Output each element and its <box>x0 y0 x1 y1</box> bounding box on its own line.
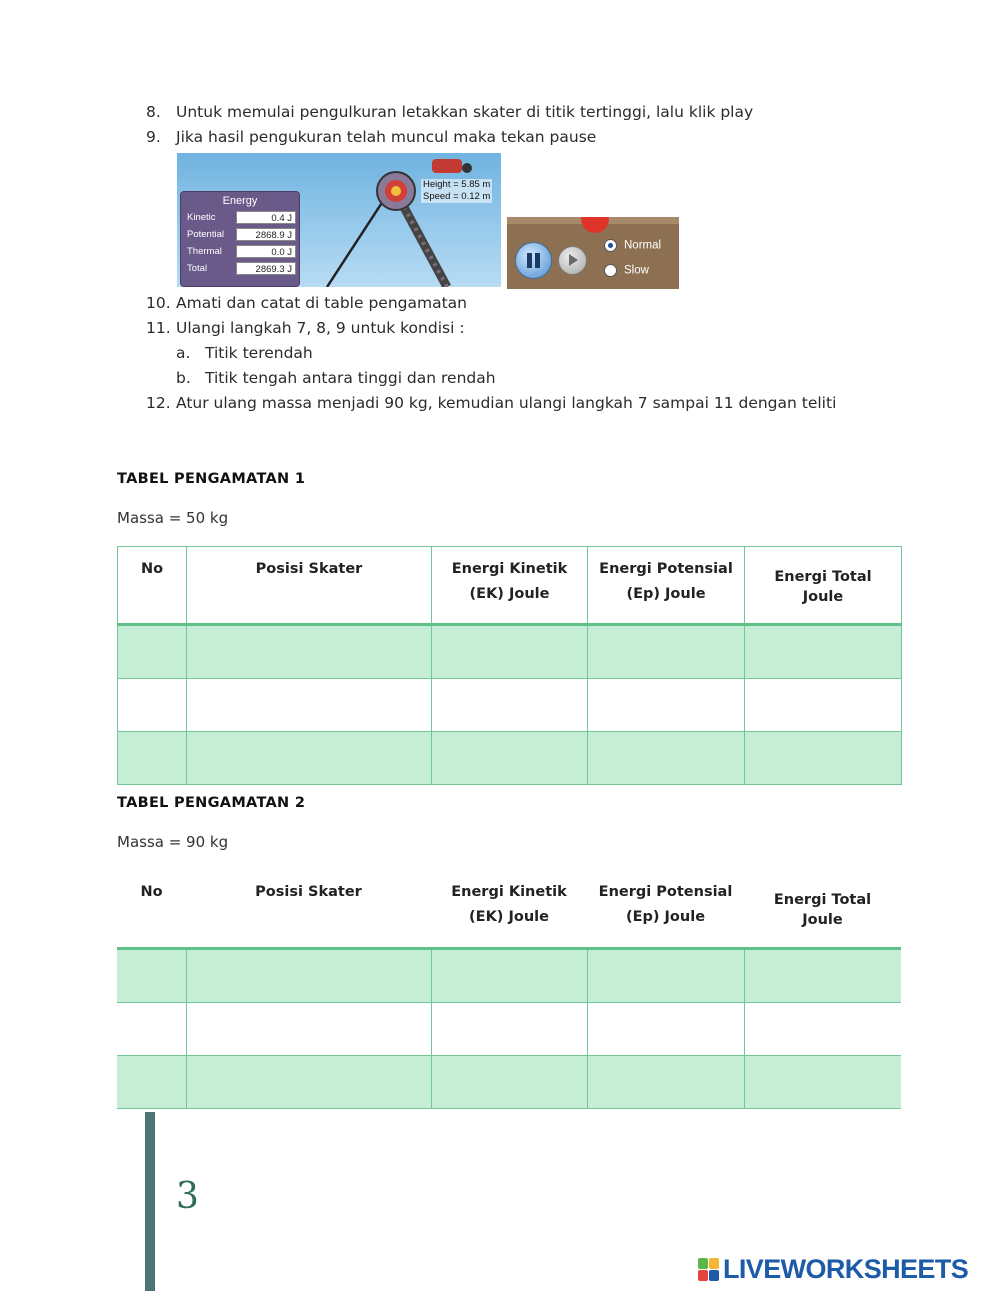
table-row <box>118 732 902 785</box>
liveworksheets-wordmark: LIVEWORKSHEETS <box>723 1254 969 1284</box>
step-number: 10. <box>146 294 171 312</box>
energy-row-kinetic <box>181 210 299 227</box>
input-ek[interactable] <box>431 948 587 1002</box>
input-total[interactable] <box>745 679 902 732</box>
header-line: Energi Potensial <box>598 884 733 900</box>
substep-letter: a. <box>176 344 191 362</box>
input-ek[interactable] <box>432 679 588 732</box>
header-posisi-skater: Posisi Skater <box>187 547 432 625</box>
input-ek[interactable] <box>431 1002 587 1055</box>
header-line: (EK) Joule <box>469 909 549 925</box>
input-no[interactable] <box>117 1055 186 1108</box>
observation-table-1 <box>117 546 902 785</box>
step-text: Atur ulang massa menjadi 90 kg, kemudian ulangi langkah 7 sampai 11 dengan teliti <box>176 394 837 412</box>
speed-option-label: Normal <box>624 239 662 252</box>
simulation-screenshot <box>177 153 501 287</box>
speed-option-slow[interactable] <box>604 264 649 277</box>
input-ek[interactable] <box>432 732 588 785</box>
input-ep[interactable] <box>588 679 745 732</box>
input-total[interactable] <box>745 732 902 785</box>
input-total[interactable] <box>745 625 902 679</box>
input-ep[interactable] <box>588 732 745 785</box>
speed-option-normal[interactable] <box>604 239 661 252</box>
table-row <box>117 1002 901 1055</box>
input-ep[interactable] <box>587 1002 744 1055</box>
table-2-massa: Massa = 90 kg <box>117 833 229 851</box>
input-ek[interactable] <box>432 625 588 679</box>
table-row <box>118 679 902 732</box>
step-number: 12. <box>146 394 171 412</box>
input-no[interactable] <box>117 948 186 1002</box>
table-row <box>117 948 901 1002</box>
energy-label: Thermal <box>187 246 222 257</box>
table-header-row <box>117 870 901 948</box>
input-total[interactable] <box>744 948 901 1002</box>
input-posisi[interactable] <box>187 625 432 679</box>
table-row <box>118 625 902 679</box>
step-text: Ulangi langkah 7, 8, 9 untuk kondisi : <box>176 319 465 337</box>
table-1-title: TABEL PENGAMATAN 1 <box>117 471 306 487</box>
energy-row-potential <box>181 227 299 244</box>
energy-value: 0.4 J <box>236 211 296 224</box>
header-line: (Ep) Joule <box>625 909 706 925</box>
energy-row-total <box>181 261 299 278</box>
page-accent-bar <box>145 1112 155 1291</box>
step-text: Untuk memulai pengulkuran letakkan skater di titik tertinggi, lalu klik play <box>176 103 754 121</box>
header-energi-kinetik <box>431 870 587 948</box>
input-no[interactable] <box>118 679 187 732</box>
header-energi-total <box>745 547 902 625</box>
step-forward-button[interactable] <box>558 246 587 275</box>
step-text: Jika hasil pengukuran telah muncul maka tekan pause <box>176 128 597 146</box>
input-posisi[interactable] <box>187 679 432 732</box>
liveworksheets-blocks-icon <box>698 1258 720 1282</box>
table-1-massa: Massa = 50 kg <box>117 509 229 527</box>
step-number: 8. <box>146 103 161 121</box>
page-number: 3 <box>176 1176 199 1217</box>
header-line: Energi Kinetik <box>451 561 568 577</box>
header-line: Joule <box>802 911 843 928</box>
input-posisi[interactable] <box>187 732 432 785</box>
table-row <box>117 1055 901 1108</box>
energy-label: Potential <box>187 229 224 240</box>
header-energi-kinetik <box>432 547 588 625</box>
step-11 <box>146 319 465 337</box>
energy-panel <box>180 191 300 287</box>
input-total[interactable] <box>744 1055 901 1108</box>
input-ep[interactable] <box>588 625 745 679</box>
step-text: Amati dan catat di table pengamatan <box>176 294 467 312</box>
radio-unselected-icon <box>604 264 617 277</box>
step-9 <box>146 128 596 146</box>
input-no[interactable] <box>118 732 187 785</box>
energy-value: 2868.9 J <box>236 228 296 241</box>
skater-marker-icon <box>581 217 609 233</box>
observation-table-2 <box>117 870 901 1109</box>
input-posisi[interactable] <box>186 948 431 1002</box>
substep-b <box>176 369 496 387</box>
input-posisi[interactable] <box>186 1002 431 1055</box>
pause-button[interactable] <box>515 242 552 279</box>
step-number: 11. <box>146 319 171 337</box>
table-2-title: TABEL PENGAMATAN 2 <box>117 795 306 811</box>
input-no[interactable] <box>118 625 187 679</box>
header-energi-potensial <box>587 870 744 948</box>
substep-a <box>176 344 313 362</box>
energy-panel-title: Energy <box>222 195 258 207</box>
table-header-row <box>118 547 902 625</box>
input-total[interactable] <box>744 1002 901 1055</box>
input-ep[interactable] <box>587 1055 744 1108</box>
energy-value: 0.0 J <box>236 245 296 258</box>
height-readout: Height = 5.85 m <box>423 179 491 190</box>
energy-label: Kinetic <box>187 212 216 223</box>
energy-row-thermal <box>181 244 299 261</box>
speed-readout: Speed = 0.12 m <box>423 191 491 202</box>
step-12 <box>146 394 836 412</box>
liveworksheets-logo[interactable] <box>698 1254 968 1286</box>
speed-option-label: Slow <box>624 264 649 277</box>
header-line: Energi Kinetik <box>451 884 567 900</box>
energy-value: 2869.3 J <box>236 262 296 275</box>
header-line: Joule <box>802 588 844 605</box>
header-posisi-skater: Posisi Skater <box>186 870 431 948</box>
header-line: (EK) Joule <box>469 586 550 602</box>
energy-label: Total <box>187 263 208 274</box>
substep-letter: b. <box>176 369 191 387</box>
substep-text: Titik tengah antara tinggi dan rendah <box>205 369 496 387</box>
substep-text: Titik terendah <box>205 344 313 362</box>
step-8 <box>146 103 753 121</box>
input-no[interactable] <box>117 1002 186 1055</box>
radio-selected-icon <box>604 239 617 252</box>
header-energi-potensial <box>588 547 745 625</box>
header-line: Energi Potensial <box>599 561 733 577</box>
header-energi-total <box>744 870 901 948</box>
header-line: Energi Total <box>773 891 872 908</box>
step-10 <box>146 294 467 312</box>
header-no: No <box>118 547 187 625</box>
input-ep[interactable] <box>587 948 744 1002</box>
step-number: 9. <box>146 128 161 146</box>
input-posisi[interactable] <box>186 1055 431 1108</box>
input-ek[interactable] <box>431 1055 587 1108</box>
header-line: Energi Total <box>774 568 872 585</box>
header-line: (Ep) Joule <box>626 586 706 602</box>
height-speed-readout <box>421 179 492 203</box>
simulation-controls-screenshot <box>507 217 679 289</box>
header-no: No <box>117 870 186 948</box>
